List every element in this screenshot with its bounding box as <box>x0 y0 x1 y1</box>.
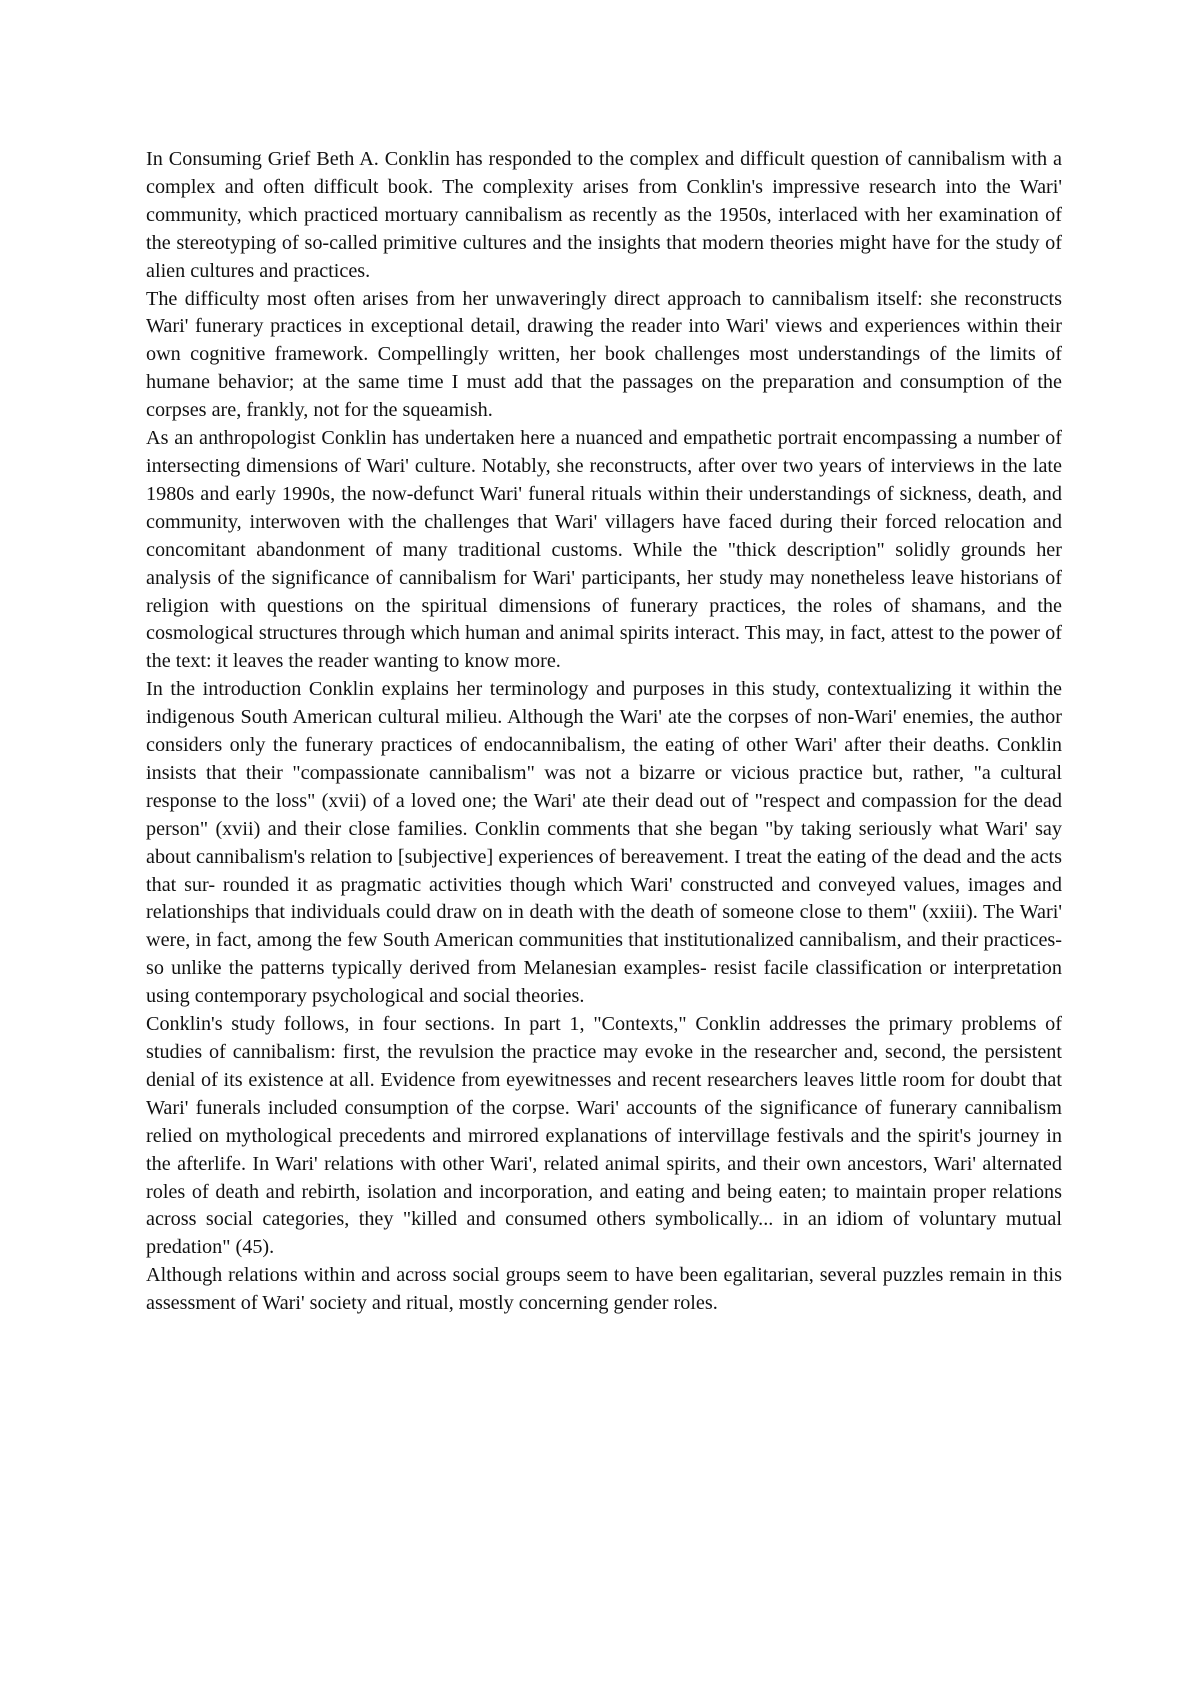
paragraph-difficulty: The difficulty most often arises from her unwaveringly direct approach to cannibalism itself: she reconstructs Wari' funerary practices in exceptional detail, drawing the reader into Wari' views and experiences within their own cognitive framework. Compellingly written, her book challenges most understandings of the limits of humane behavior; at the same time I must add that the passages on the preparation and consumption of the corpses are, frankly, not for the squeamish. <box>146 287 1062 422</box>
paragraph-introduction: In the introduction Conklin explains her terminology and purposes in this study, contextualizing it within the indigenous South American cultural milieu. Although the Wari' ate the corpses of non-Wari' enemies, the author considers only the funerary practices of endocannibalism, the eating of other Wari' after their deaths. Conklin insists that their "compassionate cannibalism" was not a bizarre or vicious practice but, rather, "a cultural response to the loss" (xvii) of a loved one; the Wari' ate their dead out of "respect and compassion for the dead person" (xvii) and their close families. Conklin comments that she began "by taking seriously what Wari' say about cannibalism's relation to [subjective] experiences of bereavement. I treat the eating of the dead and the acts that sur- rounded it as pragmatic activities though which Wari' constructed and conveyed values, images and relationships that individuals could draw on in death with the death of someone close to them" (xxiii). The Wari' were, in fact, among the few South American communities that institutionalized cannibalism, and their practices-so unlike the patterns typically derived from Melanesian examples- resist facile classification or interpretation using contemporary psychological and social theories. <box>146 678 1062 1008</box>
paragraph-anthropologist: As an anthropologist Conklin has undertaken here a nuanced and empathetic portrait encompassing a number of intersecting dimensions of Wari' culture. Notably, she reconstructs, after over two years of interviews in the late 1980s and early 1990s, the now-defunct Wari' funeral rituals within their understandings of sickness, death, and community, interwoven with the challenges that Wari' villagers have faced during their forced relocation and concomitant abandonment of many traditional customs. While the "thick description" solidly grounds her analysis of the significance of cannibalism for Wari' participants, her study may nonetheless leave historians of religion with questions on the spiritual dimensions of funerary practices, the roles of shamans, and the cosmological structures through which human and animal spirits interact. This may, in fact, attest to the power of the text: it leaves the reader wanting to know more. <box>146 427 1062 673</box>
paragraph-intro: In Consuming Grief Beth A. Conklin has responded to the complex and difficult question of cannibalism with a complex and often difficult book. The complexity arises from Conklin's impressive research into the Wari' community, which practiced mortuary cannibalism as recently as the 1950s, interlaced with her examination of the stereotyping of so-called primitive cultures and the insights that modern theories might have for the study of alien cultures and practices. <box>146 148 1062 282</box>
document-page <box>146 146 1062 1318</box>
paragraph-study-sections: Conklin's study follows, in four sections. In part 1, "Contexts," Conklin addresses the primary problems of studies of cannibalism: first, the revulsion the practice may evoke in the researcher and, second, the persistent denial of its existence at all. Evidence from eyewitnesses and recent researchers leaves little room for doubt that Wari' funerals included consumption of the corpse. Wari' accounts of the significance of funerary cannibalism relied on mythological precedents and mirrored explanations of intervillage festivals and the spirit's journey in the afterlife. In Wari' relations with other Wari', related animal spirits, and their own ancestors, Wari' alternated roles of death and rebirth, isolation and incorporation, and eating and being eaten; to maintain proper relations across social categories, they "killed and consumed others symbolically... in an idiom of voluntary mutual predation" (45). <box>146 1013 1062 1259</box>
paragraph-relations: Although relations within and across social groups seem to have been egalitarian, several puzzles remain in this assessment of Wari' society and ritual, mostly concerning gender roles. <box>146 1264 1062 1315</box>
